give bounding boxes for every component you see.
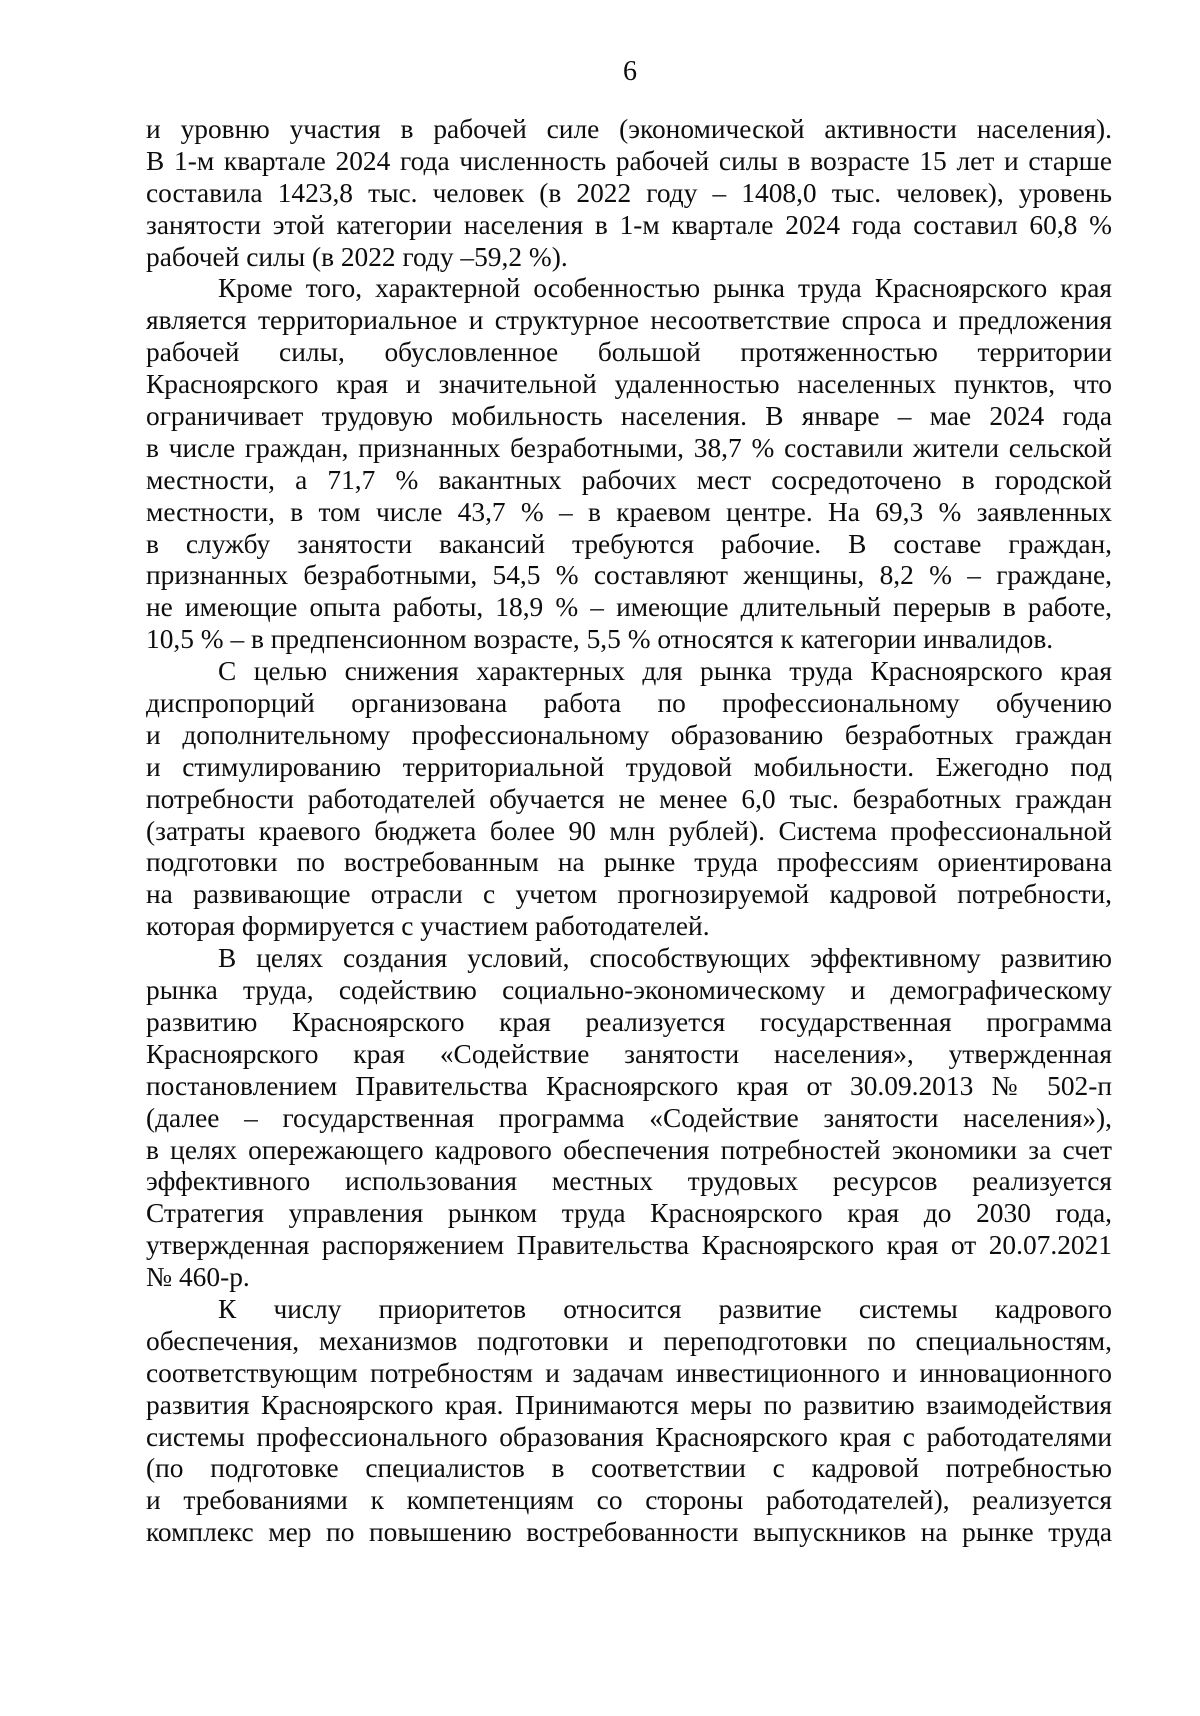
text-line: В 1-м квартале 2024 года численность рабочей силы в возрасте 15 лет и старше: [146, 145, 1112, 176]
text-line: Кроме того, характерной особенностью рынка труда Красноярского края: [218, 273, 1112, 304]
text-line: рабочей силы (в 2022 году –59,2 %).: [146, 241, 568, 272]
text-line: и дополнительному профессиональному образованию безработных граждан: [146, 719, 1112, 750]
text-line: Красноярского края «Содействие занятости населения», утвержденная: [146, 1038, 1112, 1069]
text-line: потребности работодателей обучается не менее 6,0 тыс. безработных граждан: [146, 783, 1112, 814]
text-line: подготовки по востребованным на рынке труда профессиям ориентирована: [146, 847, 1112, 878]
text-line: развитию Красноярского края реализуется государственная программа: [146, 1006, 1112, 1037]
text-line: которая формируется с участием работодателей.: [146, 911, 710, 942]
text-line: системы профессионального образования Красноярского края с работодателями: [146, 1421, 1112, 1452]
text-line: местности, а 71,7 % вакантных рабочих мест сосредоточено в городской: [146, 464, 1112, 495]
text-line: составила 1423,8 тыс. человек (в 2022 году – 1408,0 тыс. человек), уровень: [146, 177, 1112, 208]
text-line: (затраты краевого бюджета более 90 млн рублей). Система профессиональной: [146, 815, 1112, 846]
text-line: в целях опережающего кадрового обеспечения потребностей экономики за счет: [146, 1134, 1112, 1165]
text-line: К числу приоритетов относится развитие системы кадрового: [218, 1293, 1112, 1324]
text-line: развития Красноярского края. Принимаются меры по развитию взаимодействия: [146, 1389, 1112, 1420]
text-line: (по подготовке специалистов в соответствии с кадровой потребностью: [146, 1453, 1112, 1484]
text-line: соответствующим потребностям и задачам инвестиционного и инновационного: [146, 1357, 1112, 1388]
page-number: 6: [623, 56, 637, 87]
text-line: постановлением Правительства Красноярского края от 30.09.2013 № 502-п: [146, 1070, 1112, 1101]
text-line: признанных безработными, 54,5 % составляют женщины, 8,2 % – граждане,: [146, 560, 1112, 591]
text-line: утвержденная распоряжением Правительства Красноярского края от 20.07.2021: [146, 1230, 1112, 1261]
text-line: В целях создания условий, способствующих эффективному развитию: [218, 943, 1112, 974]
document-body: [146, 114, 1112, 1549]
text-line: обеспечения, механизмов подготовки и переподготовки по специальностям,: [146, 1325, 1112, 1356]
text-line: занятости этой категории населения в 1-м квартале 2024 года составил 60,8 %: [146, 209, 1112, 240]
text-line: и уровню участия в рабочей силе (экономической активности населения).: [146, 114, 1112, 144]
text-line: не имеющие опыта работы, 18,9 % – имеющие длительный перерыв в работе,: [146, 592, 1112, 623]
text-line: эффективного использования местных трудовых ресурсов реализуется: [146, 1166, 1112, 1197]
text-line: С целью снижения характерных для рынка труда Красноярского края: [218, 656, 1112, 687]
text-line: в службу занятости вакансий требуются рабочие. В составе граждан,: [146, 528, 1112, 559]
text-line: комплекс мер по повышению востребованности выпускников на рынке труда: [146, 1517, 1112, 1548]
text-line: является территориальное и структурное несоответствие спроса и предложения: [146, 305, 1112, 336]
text-line: рабочей силы, обусловленное большой протяженностью территории: [146, 337, 1112, 368]
text-line: (далее – государственная программа «Содействие занятости населения»),: [146, 1102, 1112, 1133]
text-line: рынка труда, содействию социально-экономическому и демографическому: [146, 975, 1112, 1006]
text-line: № 460-р.: [146, 1262, 250, 1293]
text-line: и требованиями к компетенциям со стороны работодателей), реализуется: [146, 1485, 1112, 1516]
text-line: местности, в том числе 43,7 % – в краевом центре. На 69,3 % заявленных: [146, 496, 1112, 527]
text-line: и стимулированию территориальной трудовой мобильности. Ежегодно под: [146, 751, 1112, 782]
text-line: ограничивает трудовую мобильность населения. В январе – мае 2024 года: [146, 401, 1112, 432]
text-line: в числе граждан, признанных безработными, 38,7 % составили жители сельской: [146, 432, 1112, 463]
text-line: 10,5 % – в предпенсионном возрасте, 5,5 % относятся к категории инвалидов.: [146, 624, 1054, 655]
text-line: диспропорций организована работа по профессиональному обучению: [146, 688, 1112, 719]
text-line: Стратегия управления рынком труда Красноярского края до 2030 года,: [146, 1198, 1112, 1229]
text-line: на развивающие отрасли с учетом прогнозируемой кадровой потребности,: [146, 879, 1112, 910]
text-line: Красноярского края и значительной удаленностью населенных пунктов, что: [146, 369, 1112, 400]
